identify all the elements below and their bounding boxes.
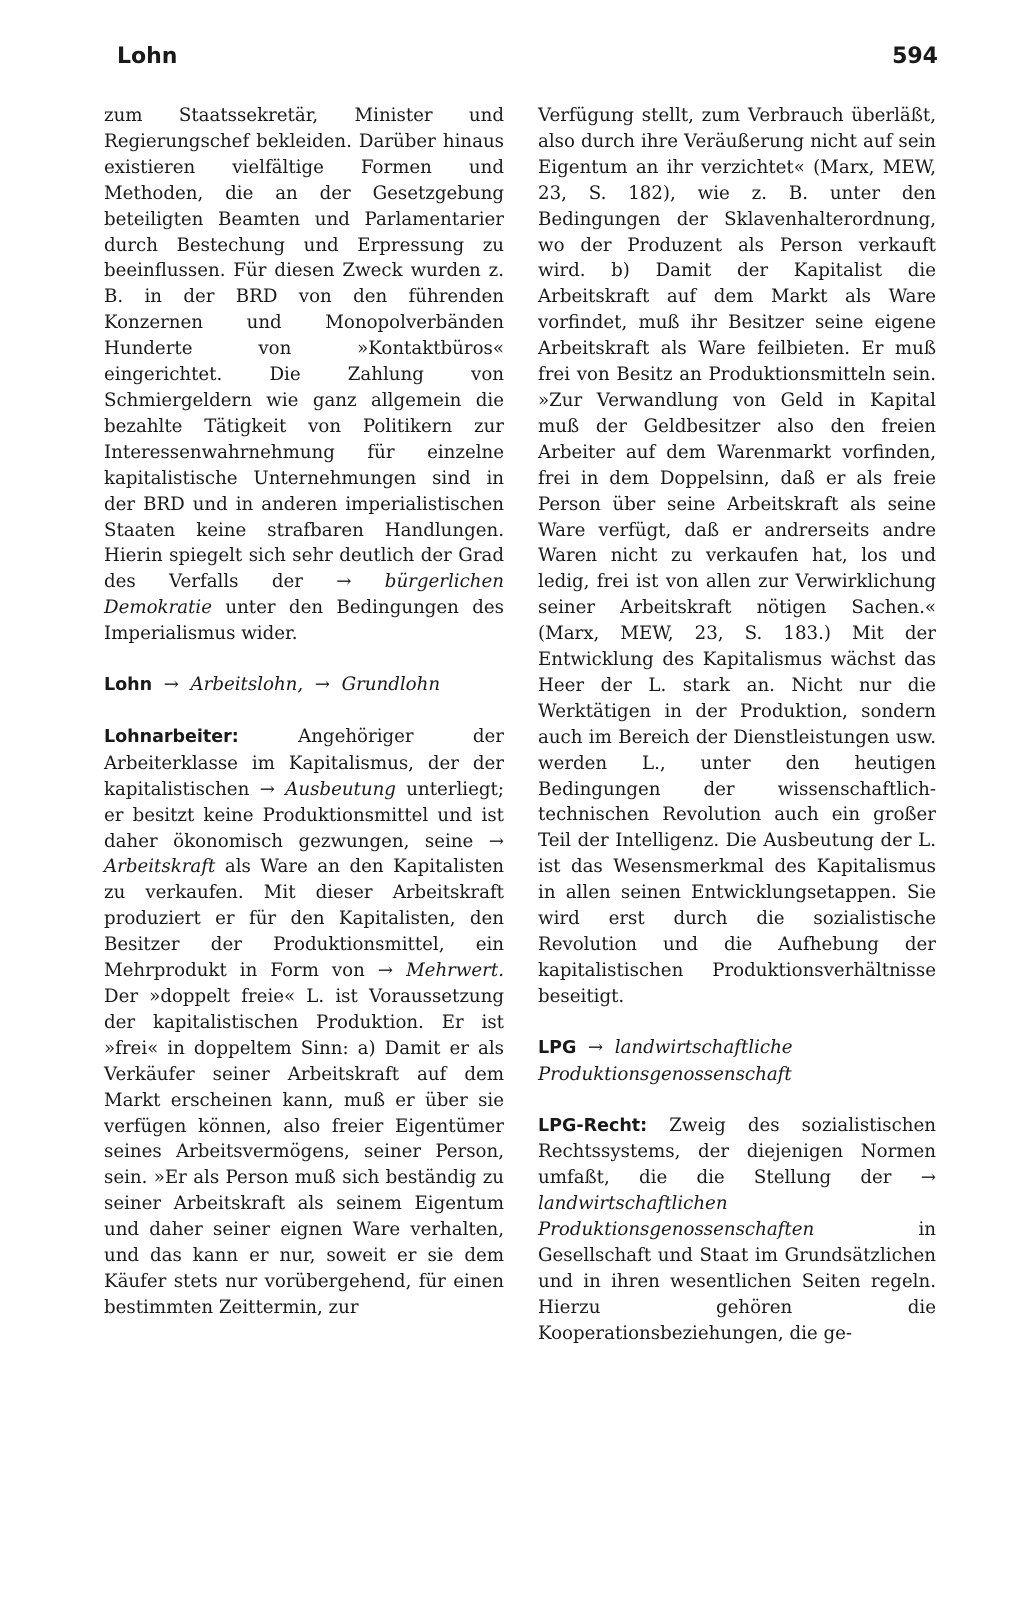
entry-lohn xyxy=(104,672,504,699)
entry-text: Zweig des sozialistischen Rechtssystems, der diejenigen Normen umfaßt, die die Stellung der xyxy=(538,1114,936,1189)
cross-reference-arrow-icon: → xyxy=(920,1167,936,1189)
continuation-text: zum Staatssekretär, Minister und Regierungschef bekleiden. Darüber hinaus existieren vielfältige Formen und Methoden, die an der Gesetzgebung beteiligten Beamten und Parlamentarier durch Bestechung und Erpressung zu beeinflussen. Für diesen Zweck wurden z. B. in der BRD von den führenden Konzernen und Monopolverbänden Hunderte von »Kontaktbüros« eingerichtet. Die Zahlung von Schmiergeldern wie ganz allgemein die bezahlte Tätigkeit von Politikern zur Interessenwahrnehmung für einzelne kapitalistische Unternehmungen sind in der BRD und in anderen imperialistischen Staaten keine strafbaren Handlungen. Hierin spiegelt sich sehr deutlich der Grad des Verfalls der xyxy=(104,105,504,593)
entry-text: Angehöriger der Arbeiterklasse im Kapitalismus, der der kapitalistischen xyxy=(104,725,504,800)
cross-reference[interactable]: Arbeitskraft xyxy=(104,856,216,878)
cross-reference-arrow-icon: → xyxy=(157,674,185,696)
cross-reference[interactable]: Grundlohn xyxy=(341,674,441,696)
cross-reference[interactable]: Arbeitslohn, xyxy=(190,674,304,696)
entry-headword: Lohn xyxy=(104,675,153,696)
cross-reference-arrow-icon: → xyxy=(259,778,275,800)
cross-reference-arrow-icon: → xyxy=(582,1036,609,1058)
continuation-text-end: unter den Bedingungen des Imperialismus wider. xyxy=(104,597,504,645)
continuation-paragraph: Verfügung stellt, zum Verbrauch überläßt, also durch ihre Veräußerung nicht auf sein Eigentum an ihr verzichtet« (Marx, MEW, 23, S. 182), wie z. B. unter den Bedingungen der Sklavenhalterordnung, wo der Produzent als Person verkauft wird. b) Damit der Kapitalist die Arbeitskraft auf dem Markt als Ware vorfindet, muß ihr Besitzer seine eigene Arbeitskraft als Ware feilbieten. Er muß frei von Besitz an Produktionsmitteln sein. »Zur Verwandlung von Geld in Kapital muß der Geldbesitzer also den freien Arbeiter auf dem Warenmarkt vorfinden, frei in dem Doppelsinn, daß er als freie Person über seine Arbeitskraft als seine Ware verfügt, daß er andrerseits andre Waren nicht zu verkaufen hat, los und ledig, frei ist von allen zur Verwirklichung seiner Arbeitskraft nötigen Sachen.« (Marx, MEW, 23, S. 183.) Mit der Entwicklung des Kapitalismus wächst das Heer der L. stark an. Nicht nur die Werktätigen in der Produktion, sondern auch im Bereich der Dienstleistungen usw. werden L., unter den heutigen Bedingungen der wissenschaftlich-technischen Revolution auch ein großer Teil der Intelligenz. Die Ausbeutung der L. ist das Wesensmerkmal des Kapitalismus in allen seinen Entwicklungsetappen. Sie wird erst durch die sozialistische Revolution und die Aufhebung der kapitalistischen Produktionsverhältnisse beseitigt. xyxy=(538,105,936,1007)
entry-headword: LPG xyxy=(538,1037,577,1058)
entry-lpg-recht xyxy=(538,1113,936,1347)
left-column xyxy=(104,103,504,1321)
entry-headword: LPG-Recht: xyxy=(538,1115,648,1136)
cross-reference-arrow-icon: → xyxy=(377,960,394,982)
entry-text: in Gesellschaft und Staat im Grundsätzlichen und in ihren wesentlichen Seiten regeln. Hierzu gehören die Kooperationsbeziehungen, die ge- xyxy=(538,1219,936,1344)
cross-reference[interactable]: Ausbeutung xyxy=(285,778,396,800)
right-column xyxy=(538,103,936,1347)
entry-headword: Lohnarbeiter: xyxy=(104,726,239,747)
cross-reference-arrow-icon: → xyxy=(308,674,336,696)
cross-reference-arrow-icon: → xyxy=(336,571,352,593)
cross-reference[interactable]: bürgerlichen Demokratie xyxy=(104,571,504,619)
continuation-paragraph xyxy=(104,103,504,647)
entry-lpg xyxy=(538,1035,936,1088)
page-header xyxy=(117,44,938,76)
entry-text: Der »doppelt freie« L. ist Voraussetzung der kapitalistischen Produktion. Er ist »frei« in doppeltem Sinn: a) Damit er als Verkäufer seiner Arbeitskraft auf dem Markt erscheinen kann, muß er über sie verfügen können, also freier Eigentümer seines Arbeitsvermögens, seiner Person, sein. »Er als Person muß sich beständig zu seiner Arbeitskraft als seinem Eigentum und daher seiner eignen Ware verhalten, und das kann er nur, soweit er sie dem Käufer stets nur vorübergehend, für einen bestimmten Zeittermin, zur xyxy=(104,986,504,1318)
cross-reference[interactable]: Mehrwert. xyxy=(406,960,504,982)
cross-reference-arrow-icon: → xyxy=(488,830,504,852)
cross-reference[interactable]: landwirtschaftliche Produktionsgenossenschaft xyxy=(538,1036,793,1085)
entry-lohnarbeiter xyxy=(104,724,504,1321)
page-number: 594 xyxy=(892,44,938,69)
entry-text: unterliegt; er besitzt keine Produktionsmittel und ist daher ökonomisch gezwungen, seine xyxy=(104,778,504,852)
entry-text: als Ware an den Kapitalisten zu verkaufen. Mit dieser Arbeitskraft produziert er für den Kapitalisten, den Besitzer der Produktionsmittel, ein Mehrprodukt in Form von xyxy=(104,856,504,982)
cross-reference[interactable]: landwirtschaftlichen Produktionsgenossenschaften xyxy=(538,1193,815,1241)
running-head: Lohn xyxy=(117,44,178,69)
